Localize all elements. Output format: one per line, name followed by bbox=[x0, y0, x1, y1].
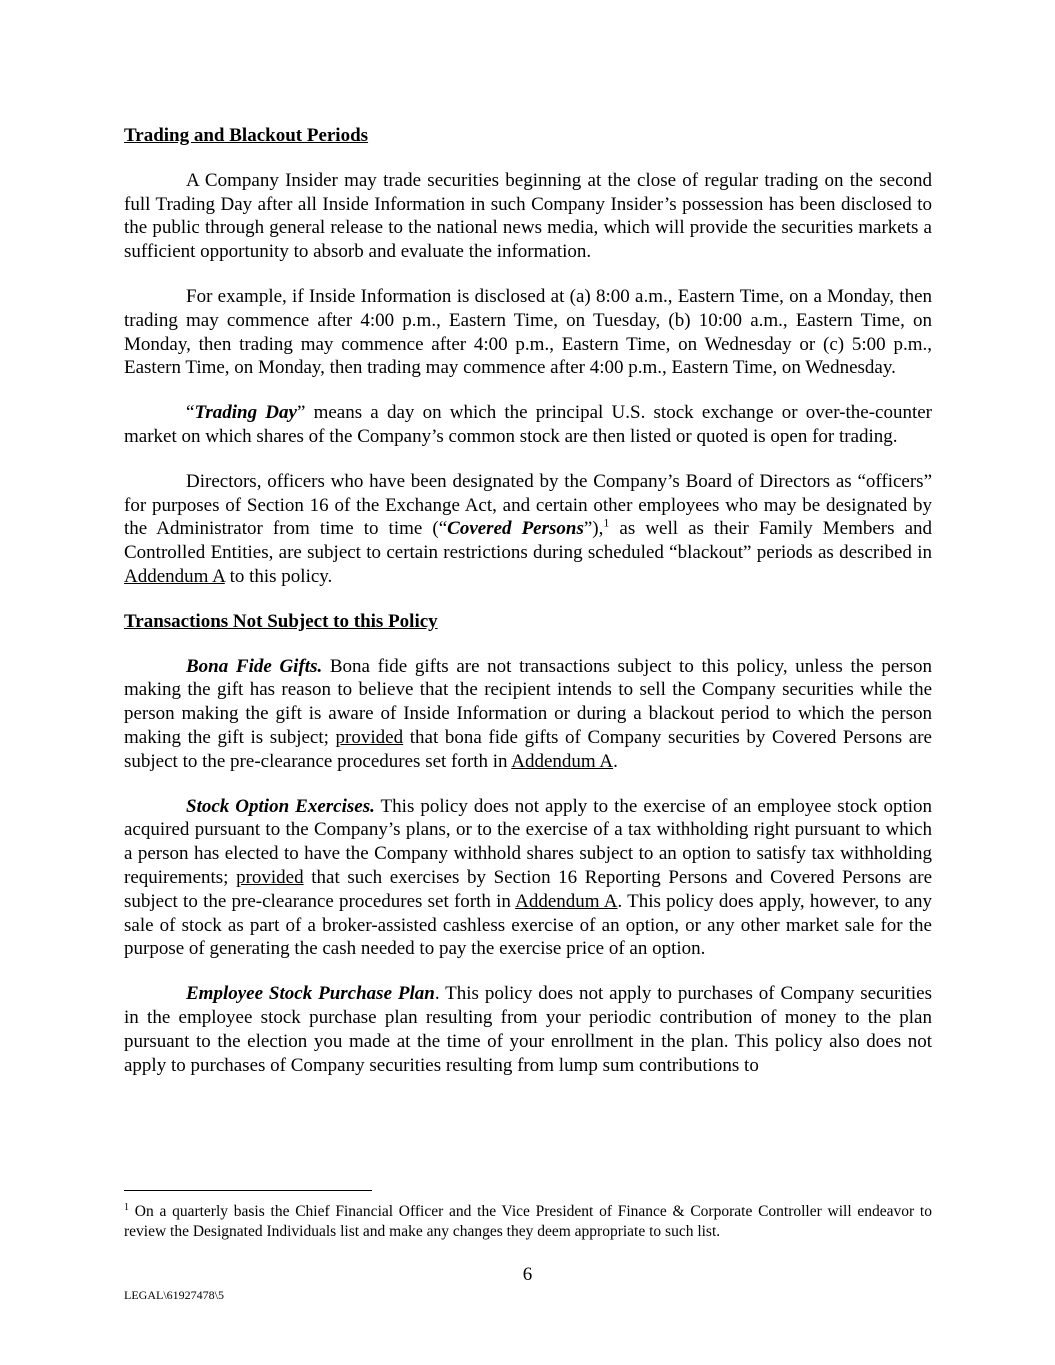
options-text-a: This policy does not apply to the exercise of an employee stock option acquired pursuant to the Company’s plans, or to the exercise of a tax withholding right pursuant to which a person has elected to have the Company withhold shares subject to an option to satisfy tax withholding requirements; bbox=[124, 795, 933, 888]
footnote-divider bbox=[124, 1190, 372, 1191]
espp-title: Employee Stock Purchase Plan bbox=[186, 983, 435, 1005]
addendum-a-reference: Addendum A bbox=[124, 565, 225, 587]
page-body bbox=[124, 124, 932, 1098]
paragraph-bona-fide-gifts bbox=[124, 655, 932, 774]
defined-term-covered-persons: Covered Persons bbox=[447, 518, 584, 540]
page-number: 6 bbox=[522, 1264, 533, 1285]
options-title: Stock Option Exercises. bbox=[186, 795, 375, 817]
gifts-text-b: that bona fide gifts of Company securities by Covered Persons are subject to the pre-clearance procedures set forth in bbox=[124, 726, 932, 772]
defined-term-trading-day: Trading Day bbox=[194, 402, 297, 424]
paragraph-employee-stock-purchase-plan bbox=[124, 982, 932, 1077]
document-id: LEGAL\61927478\5 bbox=[124, 1288, 224, 1302]
options-provided: provided bbox=[236, 866, 304, 888]
footnote-marker: 1 bbox=[124, 1201, 129, 1213]
paragraph-covered-persons bbox=[124, 470, 932, 589]
gifts-text-c: . bbox=[613, 750, 618, 772]
paragraph-trading-day-definition bbox=[124, 401, 932, 449]
espp-text: . This policy does not apply to purchases of Company securities in the employee stock purchase plan resulting from your periodic contribution of money to the plan pursuant to the election you made at the time of your enrollment in the plan. This policy also does not apply to purchases of Company securities resulting from lump sum contributions to bbox=[124, 983, 933, 1076]
covered-persons-text-d: to this policy. bbox=[224, 565, 333, 587]
footnote bbox=[124, 1202, 932, 1242]
section-heading-trading-blackout: Trading and Blackout Periods bbox=[124, 125, 369, 146]
definition-text: ” means a day on which the principal U.S. stock exchange or over-the-counter market on which shares of the Company’s common stock are then listed or quoted is open for trading. bbox=[124, 402, 933, 447]
section-heading-transactions-not-subject: Transactions Not Subject to this Policy bbox=[124, 610, 438, 632]
gifts-provided: provided bbox=[335, 726, 404, 748]
gifts-title: Bona Fide Gifts. bbox=[186, 655, 323, 677]
covered-persons-text-b: ”), bbox=[583, 518, 604, 540]
paragraph-trading-example: For example, if Inside Information is disclosed at (a) 8:00 a.m., Eastern Time, on a Monday, then trading may commence after 4:00 p.m., Eastern Time, on Tuesday, (b) 10:00 a.m., Eastern Time, on Monday, then trading may commence after 4:00 p.m., Eastern Time, on Wednesday or (c) 5:00 p.m., Eastern Time, on Monday, then trading may commence after 4:00 p.m., Eastern Time, on Wednesday. bbox=[124, 285, 932, 379]
addendum-a-reference: Addendum A bbox=[511, 750, 614, 772]
paragraph-stock-option-exercises bbox=[124, 795, 932, 962]
options-text-c: . This policy does apply, however, to any sale of stock as part of a broker-assisted cashless exercise of an option, or any other market sale for the purpose of generating the cash needed to pay the exercise price of an option. bbox=[124, 890, 932, 960]
paragraph-trading-start: A Company Insider may trade securities beginning at the close of regular trading on the second full Trading Day after all Inside Information in such Company Insider’s possession has been disclosed to the public through general release to the national news media, which will provide the securities markets a sufficient opportunity to absorb and evaluate the information. bbox=[124, 169, 932, 263]
covered-persons-text-c: as well as their Family Members and Controlled Entities, are subject to certain restrictions during scheduled “blackout” periods as described in bbox=[124, 518, 933, 564]
gifts-text-a: Bona fide gifts are not transactions subject to this policy, unless the person making the gift has reason to believe that the recipient intends to sell the Company securities while the person making the gift is aware of Inside Information or during a blackout period to which the person making the gift is subject; bbox=[124, 655, 932, 748]
options-text-b: that such exercises by Section 16 Reporting Persons and Covered Persons are subject to the pre-clearance procedures set forth in bbox=[124, 866, 932, 912]
footnote-reference: 1 bbox=[603, 516, 610, 531]
addendum-a-reference: Addendum A bbox=[515, 890, 618, 912]
covered-persons-text-a: Directors, officers who have been designated by the Company’s Board of Directors as “officers” for purposes of Section 16 of the Exchange Act, and certain other employees who may be designated by the Administrator from time to time (“ bbox=[124, 470, 932, 540]
open-quote: “ bbox=[186, 402, 195, 424]
footnote-text: On a quarterly basis the Chief Financial Officer and the Vice President of Finance & Corporate Controller will endeavor to review the Designated Individuals list and make any changes they deem appropriate to such list. bbox=[124, 1203, 932, 1240]
